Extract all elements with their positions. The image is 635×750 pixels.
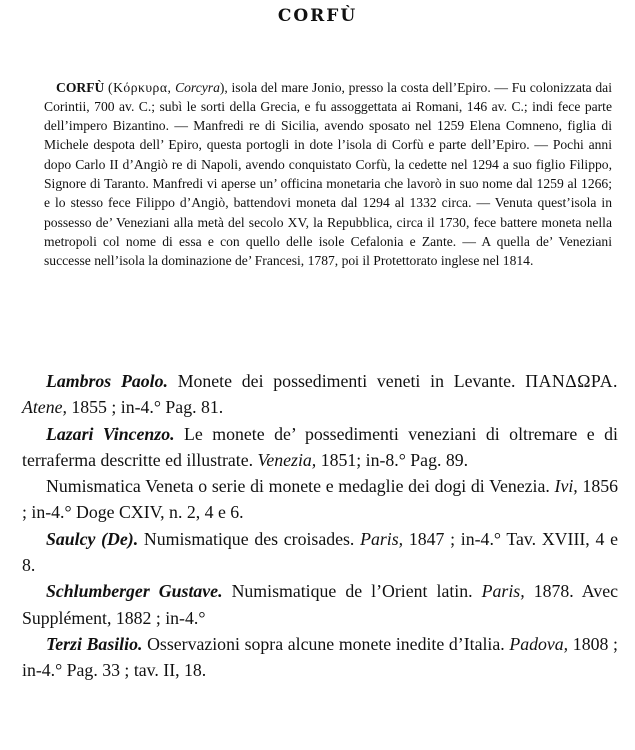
entry-title: Numismatique des croisades. xyxy=(138,528,361,549)
intro-lead: CORFÙ xyxy=(56,79,105,95)
intro-greek-name: (Κόρκυρα, xyxy=(108,79,172,95)
bibliography-entry xyxy=(22,526,618,579)
entry-greek: ΠΑΝΔΩΡΑ. xyxy=(525,371,618,391)
entry-author: Saulcy (De). xyxy=(46,528,139,549)
entry-title: Osservazioni sopra alcune monete inedite d’Italia. xyxy=(142,633,510,654)
intro-latin-name: Corcyra xyxy=(175,79,220,95)
entry-title: Monete dei possedimenti veneti in Levante. xyxy=(167,371,526,391)
bibliography-entry xyxy=(22,421,618,474)
entry-title: Numismatique de l’Orient latin. xyxy=(222,581,482,602)
entry-details: 1855 ; in-4.° Pag. 81. xyxy=(66,397,224,418)
entry-author: Terzi Basilio. xyxy=(46,633,143,654)
entry-title: Le monete de’ possedimenti veneziani di oltremare e di terraferma descritte ed illustrate. xyxy=(22,423,618,470)
entry-place: Padova, xyxy=(509,633,569,654)
bibliography-list xyxy=(22,368,618,684)
intro-paragraph xyxy=(44,78,612,271)
bibliography-entry xyxy=(22,631,618,684)
entry-place: Atene, xyxy=(22,397,67,418)
bibliography-entry xyxy=(22,578,618,631)
entry-details: 1856 ; in-4.° Doge CXIV, n. 2, 4 e 6. xyxy=(22,476,618,523)
entry-details: 1851; in-8.° Pag. 89. xyxy=(316,449,469,470)
bibliography-entry xyxy=(22,368,618,421)
entry-author: Lambros Paolo. xyxy=(46,371,168,391)
entry-details: 1847 ; in-4.° Tav. XVIII, 4 e 8. xyxy=(22,528,618,576)
entry-author: Schlumberger Gustave. xyxy=(46,581,223,602)
entry-title: Numismatica Veneta o serie di monete e medaglie dei dogi di Venezia. xyxy=(46,476,555,497)
bibliography-entry xyxy=(22,473,618,526)
entry-author: Lazari Vincenzo. xyxy=(46,423,175,444)
intro-text: ), isola del mare Jonio, presso la costa dell’Epiro. — Fu colonizzata dai Corintii, 700 av. C.; subì le sorti della Grecia, e fu assoggettata ai Romani, 146 av. C.; indi fece parte dell’impero Bizantino. — Manfredi re di Sicilia, avendo sposato nel 1259 Elena Comneno, figlia di Michele despota dell’ Epiro, questa portogli in dote l’isola di Corfù e parte dell’Epiro. — Pochi anni dopo Carlo II d’Angiò re di Napoli, avendo conquistato Corfù, la cedette nel 1294 a suo figlio Filippo, Signore di Taranto. Manfredi vi aperse un’ officina monetaria che lavorò in suo nome dal 1259 al 1266; e lo stesso fece Filippo d’Angiò, battendovi moneta dal 1294 al 1332 circa. — Venuta quest’isola in possesso de’ Veneziani alla metà del secolo XV, la Repubblica, circa il 1730, fece battere moneta nella metropoli col nome di essa e con quello delle isole Cefalonia e Zante. — A quella de’ Veneziani successe nell’isola la dominazione de’ Francesi, 1787, poi il Protettorato inglese nel 1814. xyxy=(44,79,612,269)
entry-place: Venezia, xyxy=(257,449,317,470)
entry-place: Paris, xyxy=(360,528,404,549)
entry-place: Paris, xyxy=(481,581,525,602)
entry-place: Ivi, xyxy=(554,476,578,497)
page-title: CORFÙ xyxy=(277,6,358,26)
entry-details: 1808 ; in-4.° Pag. 33 ; tav. II, 18. xyxy=(22,633,618,681)
entry-details: 1878. Avec Supplément, 1882 ; in-4.° xyxy=(22,581,618,628)
